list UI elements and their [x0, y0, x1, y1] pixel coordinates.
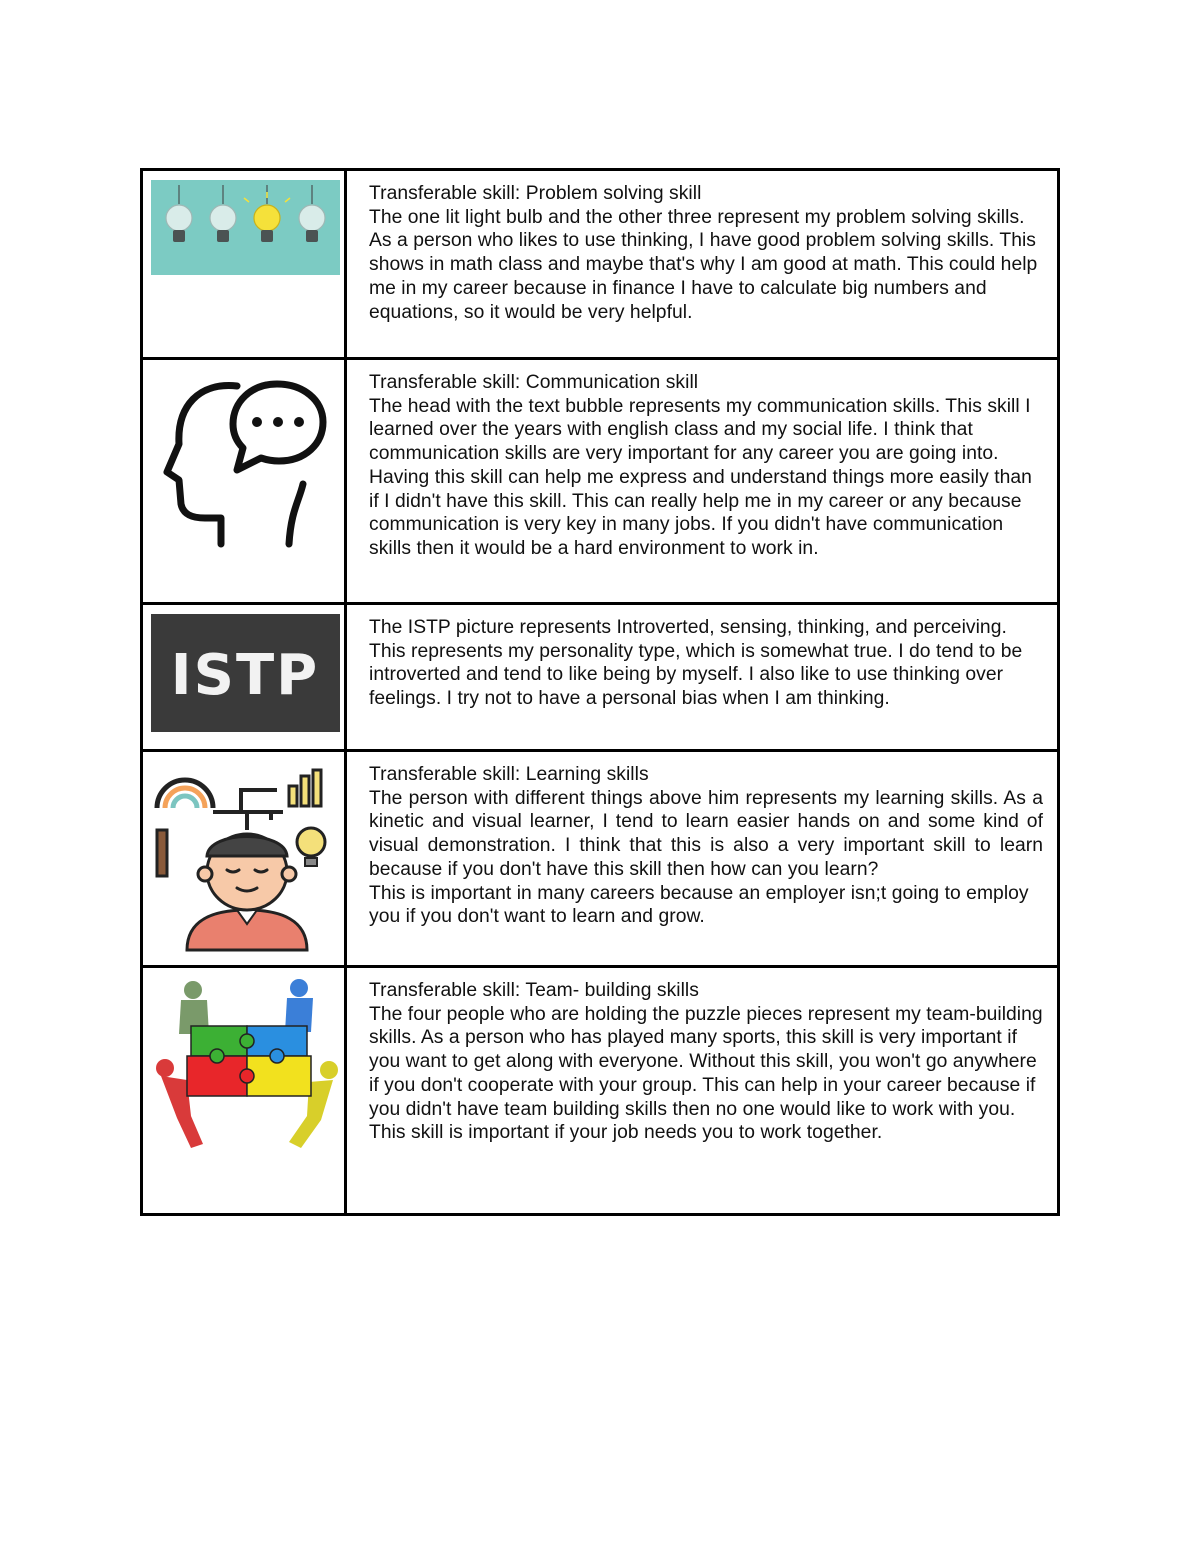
description-cell [347, 360, 1057, 602]
description-cell [347, 752, 1057, 965]
skills-table [140, 168, 1060, 1216]
skill-heading: Transferable skill: Problem solving skill [369, 183, 702, 204]
skill-description: The one lit light bulb and the other three represent my problem solving skills. As a person who likes to use thinking, I have good problem solving skills. This shows in math class and maybe that's why I am good at math. This could help me in my career because in finance I have to calculate big numbers and equations, so it would be very helpful. [369, 206, 1038, 323]
image-cell [143, 968, 347, 1213]
lightbulbs-icon [151, 180, 340, 275]
skill-description-continued: This is important in many careers because an employer isn;t going to employ you if you don't want to learn and grow. [369, 882, 1029, 928]
head-speech-bubble-icon [161, 376, 331, 551]
description-cell [347, 171, 1057, 357]
skill-description: The person with different things above him represents my learning skills. As a kinetic and visual learner, I tend to learn easier hands on and some kind of visual demonstration. I think that this is also a very important skill to learn because if you don't have this skill then how can you learn? [369, 787, 1043, 880]
skill-description: The ISTP picture represents Introverted, sensing, thinking, and perceiving. This represents my personality type, which is somewhat true. I do tend to be introverted and tend to like being by myself. I also like to use thinking over feelings. I try not to have a personal bias when I am thinking. [369, 617, 1023, 710]
image-cell [143, 171, 347, 357]
description-cell [347, 968, 1057, 1213]
skill-heading: Transferable skill: Learning skills [369, 764, 649, 785]
table-row [143, 752, 1057, 968]
table-row [143, 171, 1057, 360]
team-puzzle-icon [151, 976, 343, 1154]
image-cell [143, 752, 347, 965]
skill-description: The four people who are holding the puzzle pieces represent my team-building skills. As a person who has played many sports, this skill is very important if you want to get along with everyone. Without this skill, you won't go anywhere if you don't cooperate with your group. This can help in your career because if you didn't have team building skills then no one would like to work with you. This skill is important if your job needs you to work together. [369, 1003, 1043, 1144]
skill-heading: Transferable skill: Communication skill [369, 372, 699, 393]
image-cell [143, 605, 347, 749]
istp-label: ISTP [170, 643, 320, 708]
skill-heading: Transferable skill: Team- building skills [369, 980, 699, 1001]
istp-chalkboard [151, 614, 340, 732]
learning-person-icon [153, 760, 341, 958]
image-cell [143, 360, 347, 602]
skill-description: The head with the text bubble represents my communication skills. This skill I learned over the years with english class and my social life. I think that communication skills are very important for any career you are going into. Having this skill can help me express and understand things more easily than if I didn't have this skill. This can really help me in my career or any because communication is very key in many jobs. If you didn't have communication skills then it would be a hard environment to work in. [369, 395, 1032, 559]
description-cell [347, 605, 1057, 749]
table-row [143, 360, 1057, 605]
table-row [143, 968, 1057, 1213]
table-row [143, 605, 1057, 752]
